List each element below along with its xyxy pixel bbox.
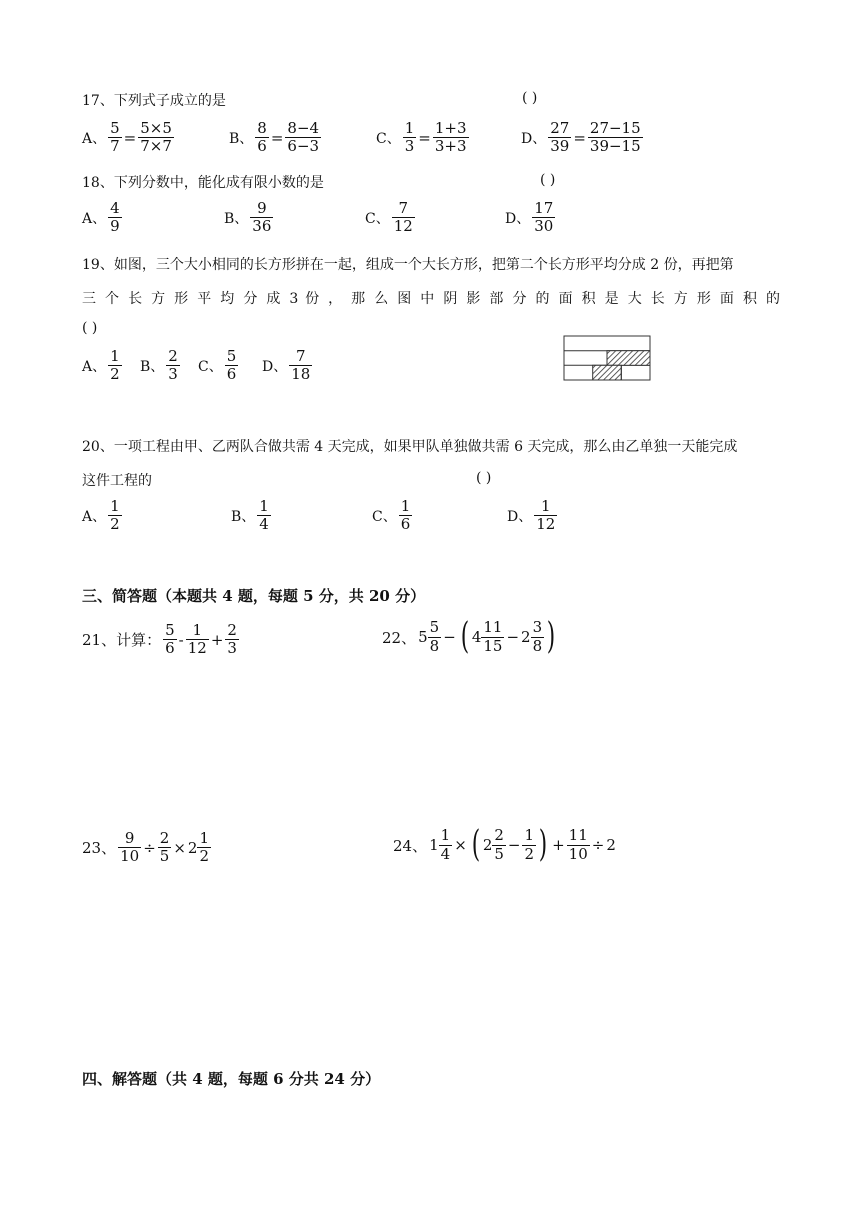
q17-stem: 17、下列式子成立的是	[82, 93, 226, 109]
option-label: B、	[224, 210, 249, 227]
option-label: D、	[507, 508, 533, 525]
option-label: D、	[521, 130, 547, 147]
section3-title: 三、简答题（本题共 4 题，每题 5 分，共 20 分）	[82, 587, 426, 605]
fraction: $\frac{17}{30}$	[534, 199, 554, 236]
fraction: $\frac{9}{36}$	[252, 199, 272, 236]
q20-option-a	[82, 498, 122, 534]
fraction: $\frac{11}{10}$	[568, 826, 588, 863]
fraction: $\frac{5}{6}$	[226, 347, 237, 384]
q18-option-c	[365, 200, 415, 236]
q17-option-b: B、 $\frac{8}{6}$ = $\frac{8-4}{6-3}$	[229, 119, 320, 156]
question-label: 22、	[382, 628, 417, 647]
option-label: A、	[82, 210, 107, 227]
fraction: $\frac{1}{2}$	[110, 347, 120, 384]
q20-option-c	[372, 498, 412, 534]
q19-option-c	[198, 348, 238, 384]
option-label: D、	[262, 358, 288, 375]
q19-option-d	[262, 348, 312, 384]
q18-answer-paren: ( )	[540, 172, 556, 188]
fraction: $\frac{1}{4}$	[440, 826, 451, 863]
fraction: $\frac{5}{8}$	[429, 618, 440, 655]
fraction: $\frac{4}{9}$	[110, 199, 120, 236]
q21-expression: 21、计算： $\frac{5}{6}$ - $\frac{1}{12}$ + $\frac{2}{3}$	[82, 621, 237, 658]
option-label: A、	[82, 508, 107, 525]
option-label: C、	[376, 130, 401, 147]
fraction: $\frac{5}{6}$	[165, 621, 175, 658]
fraction: $\frac{27}{39}$	[550, 119, 570, 156]
fraction: $\frac{1}{3}$	[404, 119, 415, 156]
fraction: $\frac{2}{5}$	[494, 826, 504, 863]
fraction: $\frac{1}{12}$	[187, 621, 207, 658]
q19-option-b	[140, 348, 180, 384]
option-label: B、	[140, 358, 165, 375]
question-label: 24、	[393, 836, 428, 855]
q24-expression: 24、 1 $\frac{1}{4}$ × ( 2 $\frac{2}{5}$ − $\frac{1}{2}$ ) + $\frac{11}{10}$ ÷ 2	[393, 824, 616, 865]
q20-answer-paren: ( )	[476, 470, 492, 486]
fraction: $\frac{7}{12}$	[393, 199, 413, 236]
q20-text-line1: 20、一项工程由甲、乙两队合做共需 4 天完成，如果甲队单独做共需 6 天完成，那么由乙单独一天能完成	[82, 439, 738, 455]
option-label: C、	[372, 508, 397, 525]
option-label: B、	[229, 130, 254, 147]
q19-text-line1: 19、如图，三个大小相同的长方形拼在一起，组成一个大长方形，把第二个长方形平均分成 2 份，再把第	[82, 257, 734, 273]
q23-expression: 23、 $\frac{9}{10}$ ÷ $\frac{2}{5}$ × 2 $\frac{1}{2}$	[82, 829, 209, 866]
q18-stem: 18、下列分数中，能化成有限小数的是	[82, 175, 324, 191]
option-label: C、	[365, 210, 390, 227]
fraction: $\frac{1}{2}$	[110, 497, 120, 534]
fraction: $\frac{8-4}{6-3}$	[287, 119, 320, 156]
q20-option-d	[507, 498, 557, 534]
q17-option-d: D、 $\frac{27}{39}$ = $\frac{27-15}{39-15}$	[521, 119, 641, 156]
fraction: $\frac{9}{10}$	[120, 829, 140, 866]
fraction: $\frac{3}{8}$	[532, 618, 543, 655]
option-label: A、	[82, 130, 107, 147]
q18-option-b	[224, 200, 273, 236]
q19-answer-paren: ( )	[82, 320, 98, 336]
fraction: $\frac{1}{4}$	[259, 497, 269, 534]
q18-option-a	[82, 200, 122, 236]
fraction: $\frac{1}{2}$	[524, 826, 535, 863]
fraction: $\frac{5\times 5}{7\times 7}$	[140, 119, 172, 156]
fraction: $\frac{7}{18}$	[291, 347, 311, 384]
fraction: $\frac{1}{2}$	[199, 829, 209, 866]
option-label: A、	[82, 358, 107, 375]
option-label: C、	[198, 358, 223, 375]
q19-rectangles-figure	[563, 335, 651, 381]
q20-text-line2: 这件工程的	[82, 473, 152, 489]
q19-option-a	[82, 348, 122, 384]
fraction: $\frac{1+3}{3+3}$	[434, 119, 467, 156]
q19-text-line2: 三 个 长 方 形 平 均 分 成 3 份 ， 那 么 图 中 阴 影 部 分 的 面 积 是 大 长 方 形 面 积 的	[82, 291, 780, 307]
fraction: $\frac{27-15}{39-15}$	[589, 119, 641, 156]
q17-option-a: A、 $\frac{5}{7}$ = $\frac{5\times 5}{7\times 7}$	[82, 119, 172, 156]
fraction: $\frac{2}{3}$	[227, 621, 237, 658]
fraction: $\frac{11}{15}$	[483, 618, 503, 655]
fraction: $\frac{8}{6}$	[257, 119, 267, 156]
option-label: D、	[505, 210, 531, 227]
q17-answer-paren: ( )	[522, 90, 538, 106]
fraction: $\frac{1}{6}$	[400, 497, 411, 534]
q17-option-c: C、 $\frac{1}{3}$ = $\frac{1+3}{3+3}$	[376, 119, 467, 156]
q20-option-b	[231, 498, 271, 534]
section4-title: 四、解答题（共 4 题，每题 6 分共 24 分）	[82, 1070, 381, 1088]
fraction: $\frac{5}{7}$	[110, 119, 120, 156]
fraction: $\frac{2}{5}$	[159, 829, 170, 866]
fraction: $\frac{1}{12}$	[536, 497, 556, 534]
question-label: 23、	[82, 839, 117, 858]
option-label: B、	[231, 508, 256, 525]
fraction: $\frac{2}{3}$	[168, 347, 178, 384]
q18-option-d	[505, 200, 555, 236]
question-label: 21、计算：	[82, 631, 162, 650]
q22-expression: 22、 5 $\frac{5}{8}$ − ( 4 $\frac{11}{15}$ − 2 $\frac{3}{8}$ )	[382, 616, 556, 657]
